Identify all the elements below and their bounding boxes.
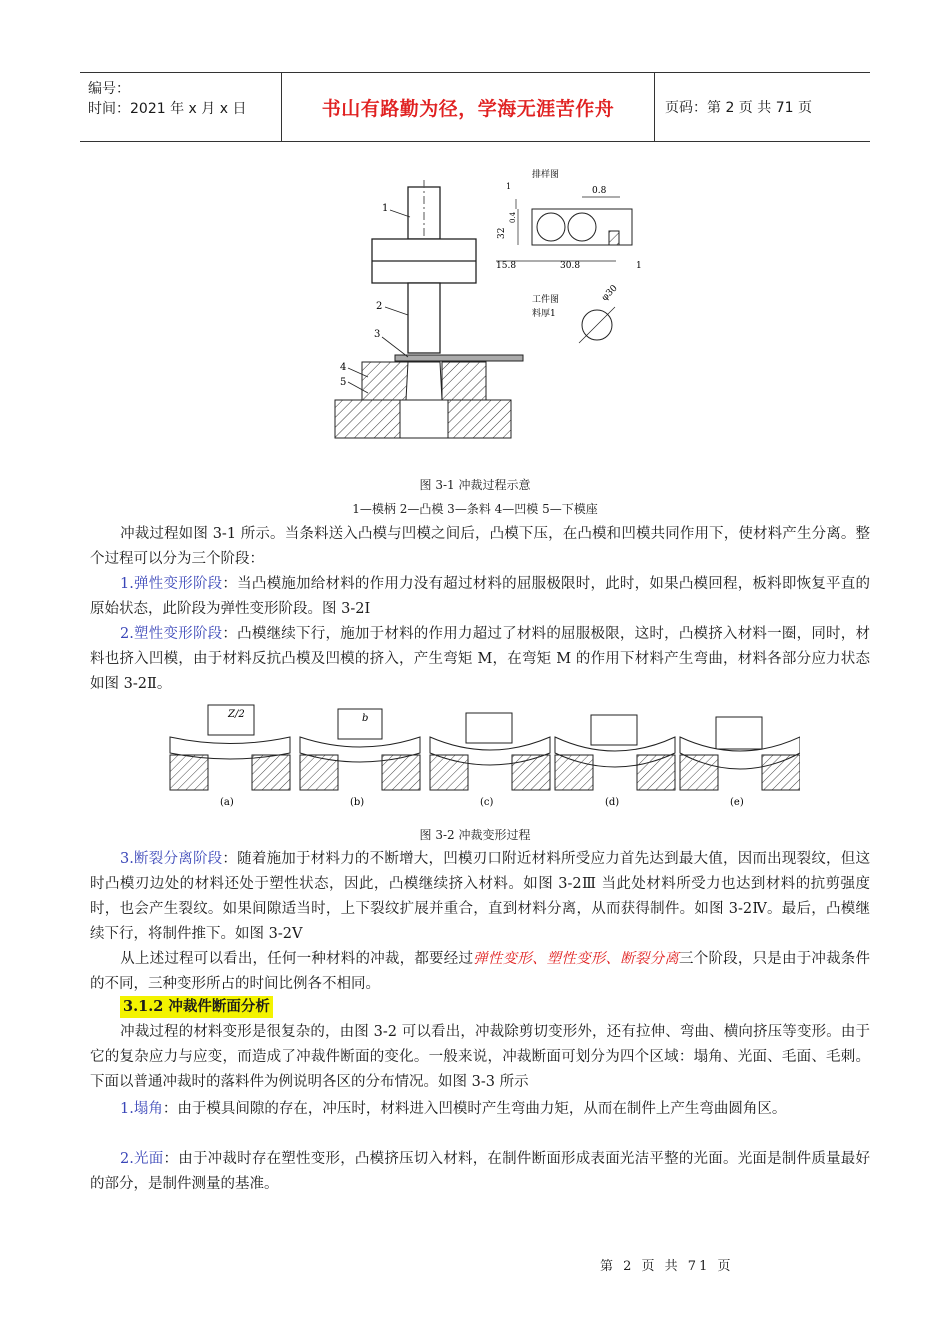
panel-b-label: (b) — [350, 797, 365, 808]
panel-e — [680, 717, 800, 808]
fracture-stage-text: ：随着施加于材料力的不断增大，凹模刃口附近材料所受应力首先达到最大值，因而出现裂纹，但这时凸模刃边处的材料还处于塑性状态，因此，凸模继续挤入材料。如图 3-2Ⅲ 当此处材料所受力也达到材料的抗剪强度时，也会产生裂纹。如果间隙适当时，上下裂纹扩展并重合，直到材料分离，从而获得制件。如图 3-2Ⅳ。最后，凸模继续下行，将制件推下。如图 3-2Ⅴ — [90, 851, 870, 942]
figure-3-1 — [320, 165, 650, 450]
panel-c-label: (c) — [480, 797, 494, 808]
panel-e-label: (e) — [730, 797, 744, 808]
layout-title: 排样图 — [532, 170, 560, 180]
paragraph-rollover — [90, 1097, 870, 1122]
figure-3-2-caption: 图 3-2 冲裁变形过程 — [419, 828, 531, 842]
figure-3-1-caption: 图 3-1 冲裁过程示意 — [419, 478, 531, 492]
dim-0-4: 0.4 — [509, 211, 517, 223]
doc-time-label: 时间：2021 年 x 月 x 日 — [88, 101, 247, 117]
panel-a — [170, 705, 290, 808]
rollover-heading: 1.塌角 — [120, 1101, 163, 1117]
panel-c — [430, 713, 550, 808]
page-header — [80, 72, 870, 142]
dim-0-8: 0.8 — [592, 186, 607, 196]
paragraph-intro-text: 冲裁过程如图 3-1 所示。当条料送入凸模与凹模之间后，凸模下压，在凸模和凹模共同作用下，使材料产生分离。整个过程可以分为三个阶段： — [90, 526, 870, 567]
burnish-text: ：由于冲裁时存在塑性变形，凸模挤压切入材料，在制件断面形成表面光洁平整的光面。光面是制件质量最好的部分，是制件测量的基准。 — [90, 1151, 870, 1192]
dim-15-8: 15.8 — [496, 261, 517, 271]
dim-1-top: 1 — [506, 182, 512, 191]
label-b: b — [362, 713, 369, 724]
header-motto: 书山有路勤为径，学海无涯苦作舟 — [282, 73, 655, 141]
part-label-5: 5 — [340, 377, 347, 388]
paragraph-plastic — [90, 622, 870, 697]
panel-a-label: (a) — [220, 797, 234, 808]
paragraph-fracture — [90, 847, 870, 947]
dim-30-8: 30.8 — [560, 261, 581, 271]
part-label-4: 4 — [340, 362, 347, 373]
summary-stages-emphasis: 弹性变形、塑性变形、断裂分离 — [473, 951, 680, 967]
part-label-3: 3 — [374, 329, 381, 340]
paragraph-summary — [90, 947, 870, 997]
paragraph-burnish — [90, 1147, 870, 1197]
panel-d — [555, 715, 675, 808]
figure-3-2 — [150, 695, 800, 815]
fracture-stage-heading: 3.断裂分离阶段 — [120, 851, 223, 867]
panel-b — [300, 709, 420, 808]
elastic-stage-text: ：当凸模施加给材料的作用力没有超过材料的屈服极限时，此时，如果凸模回程，板料即恢复平直的原始状态，此阶段为弹性变形阶段。图 3-2Ⅰ — [90, 576, 870, 617]
summary-text-a: 从上述过程可以看出，任何一种材料的冲裁，都要经过 — [120, 951, 474, 967]
part-label-2: 2 — [376, 301, 383, 312]
figure-3-1-legend: 1—模柄 2—凸模 3—条料 4—凹模 5—下模座 — [352, 502, 598, 516]
doc-number-label: 编号： — [88, 81, 130, 97]
burnish-heading: 2.光面 — [120, 1151, 164, 1167]
section-heading: 3.1.2 冲裁件断面分析 — [120, 996, 273, 1018]
summary-text-b: 三个阶段，只是由于冲裁条件的不同，三种变形所占的时间比例各不相同。 — [90, 951, 871, 992]
part-label-1: 1 — [382, 203, 389, 214]
header-meta — [80, 73, 282, 141]
paragraph-section-analysis — [90, 1020, 870, 1095]
plastic-stage-heading: 2.塑性变形阶段 — [120, 626, 223, 642]
elastic-stage-heading: 1.弹性变形阶段 — [120, 576, 223, 592]
workpiece-label: 工件图 — [532, 295, 560, 305]
panel-d-label: (d) — [605, 797, 620, 808]
thickness-label: 料厚1 — [532, 309, 556, 319]
paragraph-intro — [90, 522, 870, 572]
page-footer: 第 2 页 共 71 页 — [600, 1259, 734, 1274]
rollover-text: ：由于模具间隙的存在，冲压时，材料进入凹模时产生弯曲力矩，从而在制件上产生弯曲圆角区。 — [162, 1101, 787, 1117]
paragraph-elastic — [90, 572, 870, 622]
plastic-stage-text: ：凸模继续下行，施加于材料的作用力超过了材料的屈服极限，这时，凸模挤入材料一圈，同时，材料也挤入凹模，由于材料反抗凸模及凹模的挤入，产生弯矩 M，在弯矩 M 的作用下材料产生弯曲，材料各部分应力状态如图 3-2Ⅱ。 — [90, 626, 870, 692]
label-z-over-2: Z/2 — [228, 709, 245, 720]
dim-1-right: 1 — [636, 261, 642, 271]
diameter-label: φ30 — [600, 283, 620, 304]
header-page-info: 页码：第 2 页 共 71 页 — [665, 100, 812, 116]
section-analysis-text: 冲裁过程的材料变形是很复杂的，由图 3-2 可以看出，冲裁除剪切变形外，还有拉伸、弯曲、横向挤压等变形。由于它的复杂应力与应变，而造成了冲裁件断面的变化。一般来说，冲裁断面可划分为四个区域：塌角、光面、毛面、毛刺。下面以普通冲裁时的落料件为例说明各区的分布情况。如图 3-3 所示 — [90, 1024, 870, 1090]
dim-32: 32 — [497, 227, 507, 239]
